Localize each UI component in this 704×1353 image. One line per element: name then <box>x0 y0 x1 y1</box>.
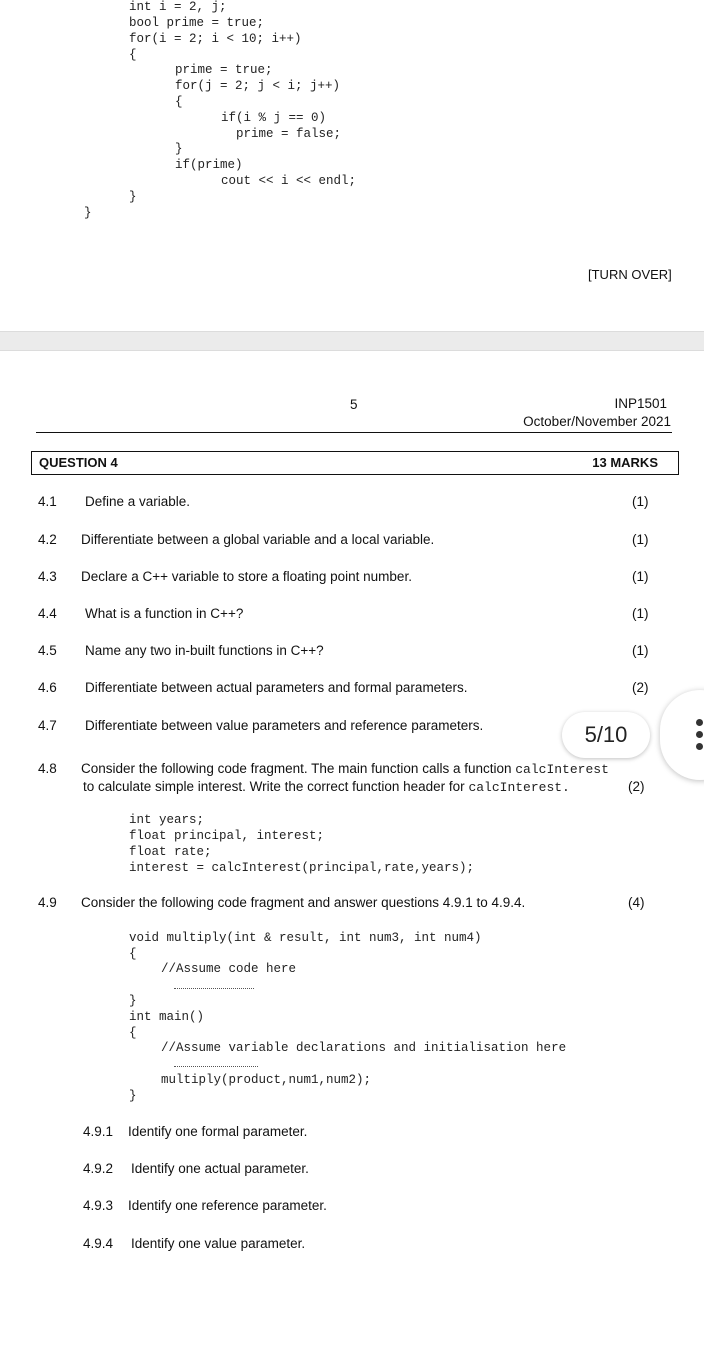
code-line: } <box>175 142 183 156</box>
more-options-button[interactable] <box>660 690 704 780</box>
item-marks: (2) <box>628 779 645 794</box>
item-number: 4.6 <box>38 680 57 695</box>
subitem-text: Identify one actual parameter. <box>131 1161 309 1176</box>
subitem-text: Identify one value parameter. <box>131 1236 306 1251</box>
item-marks: (1) <box>632 606 649 621</box>
code-line: } <box>129 994 137 1008</box>
item-number: 4.4 <box>38 606 57 621</box>
item-text-line1 <box>81 761 609 777</box>
item-marks: (2) <box>632 680 649 695</box>
exam-date: October/November 2021 <box>523 414 671 429</box>
item-marks: (1) <box>632 494 649 509</box>
placeholder-dots <box>174 988 254 989</box>
item-marks: (1) <box>632 569 649 584</box>
code-line: { <box>175 95 183 109</box>
code-line: { <box>129 48 137 62</box>
item-marks: (4) <box>628 895 645 910</box>
header-rule <box>36 432 672 433</box>
question-title: QUESTION 4 <box>39 455 118 470</box>
text-segment: Consider the following code fragment. The main function calls a function <box>81 761 516 776</box>
code-line: prime = true; <box>175 63 273 77</box>
code-line: { <box>129 947 137 961</box>
code-line: } <box>129 1089 137 1103</box>
item-number: 4.5 <box>38 643 57 658</box>
code-line: //Assume code here <box>161 962 297 976</box>
code-line: cout << i << endl; <box>221 174 357 188</box>
subitem-text: Identify one formal parameter. <box>128 1124 308 1139</box>
item-text: Differentiate between actual parameters and formal parameters. <box>85 680 468 695</box>
code-line: for(j = 2; j < i; j++) <box>175 79 341 93</box>
item-number: 4.8 <box>38 761 57 776</box>
page-indicator[interactable]: 5/10 <box>562 712 650 758</box>
item-text: Consider the following code fragment and answer questions 4.9.1 to 4.9.4. <box>81 895 526 910</box>
inline-code: calcInterest <box>515 762 609 777</box>
item-text: Differentiate between value parameters and reference parameters. <box>85 718 484 733</box>
code-line: if(i % j == 0) <box>221 111 327 125</box>
code-line: //Assume variable declarations and initialisation here <box>161 1041 567 1055</box>
text-segment: to calculate simple interest. Write the correct function header for <box>83 779 469 794</box>
code-line: bool prime = true; <box>129 16 265 30</box>
question-header <box>31 451 679 475</box>
code-line: float rate; <box>129 845 212 859</box>
course-code: INP1501 <box>614 396 667 411</box>
code-line: void multiply(int & result, int num3, int num4) <box>129 931 482 945</box>
code-line: int main() <box>129 1010 205 1024</box>
code-line: for(i = 2; i < 10; i++) <box>129 32 302 46</box>
item-number: 4.1 <box>38 494 57 509</box>
subitem-number: 4.9.2 <box>83 1161 114 1176</box>
subitem-number: 4.9.4 <box>83 1236 114 1251</box>
item-number: 4.3 <box>38 569 57 584</box>
code-line: int i = 2, j; <box>129 0 227 14</box>
code-line: float principal, interest; <box>129 829 325 843</box>
code-line: int years; <box>129 813 205 827</box>
code-line: } <box>129 190 137 204</box>
item-number: 4.7 <box>38 718 57 733</box>
placeholder-dots <box>174 1066 258 1067</box>
subitem-text: Identify one reference parameter. <box>128 1198 327 1213</box>
turn-over-label: [TURN OVER] <box>588 267 672 282</box>
item-text: Declare a C++ variable to store a floating point number. <box>81 569 412 584</box>
code-line: multiply(product,num1,num2); <box>161 1073 372 1087</box>
item-number: 4.9 <box>38 895 57 910</box>
code-line: } <box>84 206 92 220</box>
item-marks: (1) <box>632 643 649 658</box>
inline-code: calcInterest. <box>468 780 570 795</box>
item-text: Define a variable. <box>85 494 191 509</box>
code-line: prime = false; <box>236 127 342 141</box>
code-line: interest = calcInterest(principal,rate,years); <box>129 861 475 875</box>
page-number: 5 <box>350 397 358 412</box>
item-text: Name any two in-built functions in C++? <box>85 643 324 658</box>
subitem-number: 4.9.3 <box>83 1198 114 1213</box>
subitem-number: 4.9.1 <box>83 1124 114 1139</box>
code-line: { <box>129 1026 137 1040</box>
item-number: 4.2 <box>38 532 57 547</box>
question-marks: 13 MARKS <box>592 455 658 470</box>
page-divider <box>0 331 704 351</box>
item-text-line2 <box>83 779 570 795</box>
code-line: if(prime) <box>175 158 243 172</box>
item-marks: (1) <box>632 532 649 547</box>
item-text: What is a function in C++? <box>85 606 244 621</box>
item-text: Differentiate between a global variable and a local variable. <box>81 532 435 547</box>
